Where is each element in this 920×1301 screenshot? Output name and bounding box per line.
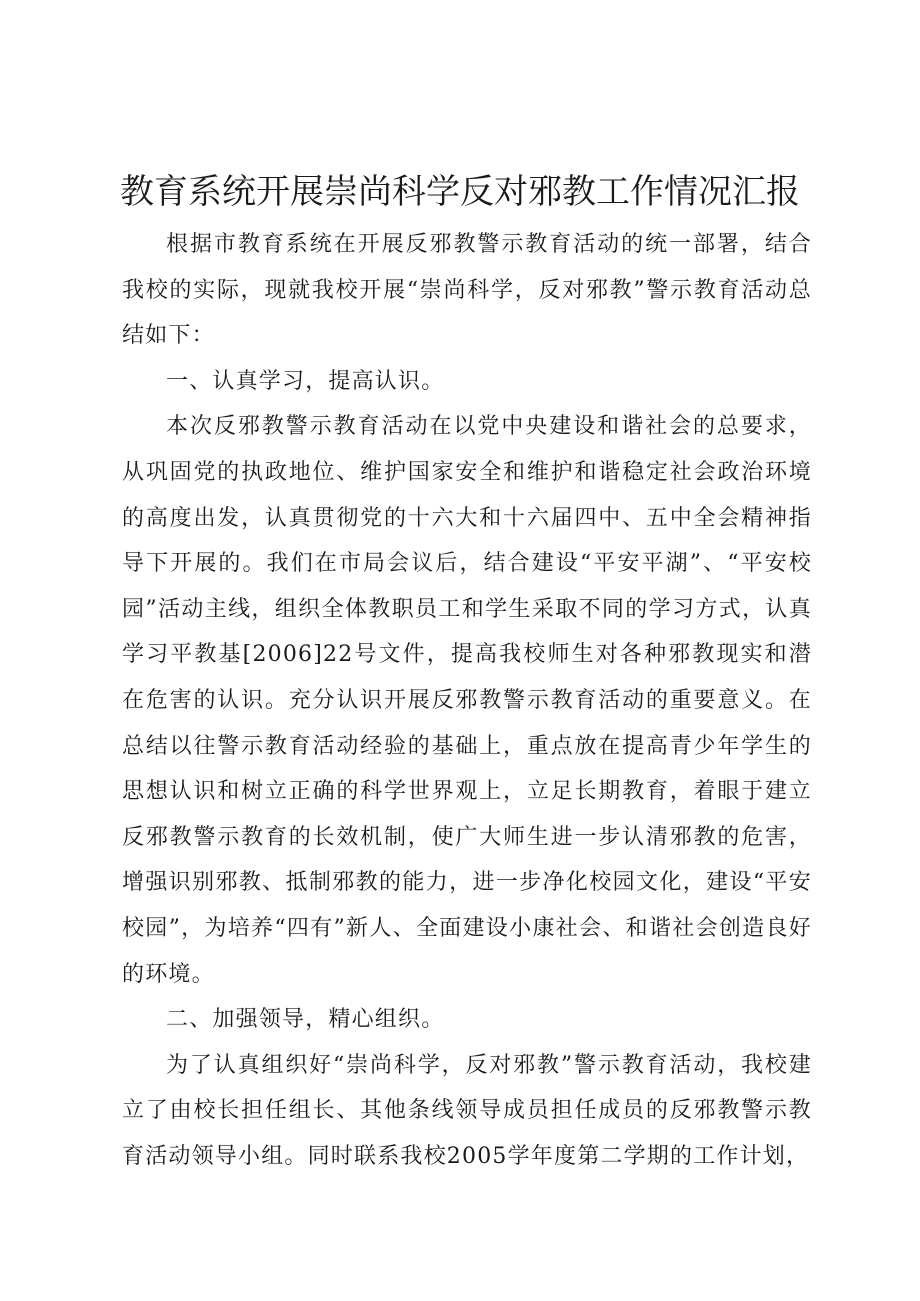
section-2-heading: 二、加强领导，精心组织。	[166, 1007, 445, 1033]
document-title: 教育系统开展崇尚科学反对邪教工作情况汇报	[120, 172, 800, 212]
document-body	[122, 222, 812, 1179]
section-1-heading: 一、认真学习，提高认识。	[166, 368, 445, 394]
section-1-paragraph: 本次反邪教警示教育活动在以党中央建设和谐社会的总要求，从巩固党的执政地位、维护国家安全和维护和谐稳定社会政治环境的高度出发，认真贯彻党的十六大和十六届四中、五中全会精神指导下开展的。我们在市局会议后，结合建设“平安平湖”、“平安校园”活动主线，组织全体教职员工和学生采取不同的学习方式，认真学习平教基[2006]22号文件，提高我校师生对各种邪教现实和潜在危害的认识。充分认识开展反邪教警示教育活动的重要意义。在总结以往警示教育活动经验的基础上，重点放在提高青少年学生的思想认识和树立正确的科学世界观上，立足长期教育，着眼于建立反邪教警示教育的长效机制，使广大师生进一步认清邪教的危害，增强识别邪教、抵制邪教的能力，进一步净化校园文化，建设“平安校园”，为培养“四有”新人、全面建设小康社会、和谐社会创造良好的环境。	[122, 414, 812, 987]
section-2-paragraph: 为了认真组织好“崇尚科学，反对邪教”警示教育活动，我校建立了由校长担任组长、其他条线领导成员担任成员的反邪教警示教育活动领导小组。同时联系我校2005学年度第二学期的工作计划，	[122, 1052, 812, 1169]
intro-paragraph: 根据市教育系统在开展反邪教警示教育活动的统一部署，结合我校的实际，现就我校开展“崇尚科学，反对邪教”警示教育活动总结如下：	[122, 232, 812, 349]
